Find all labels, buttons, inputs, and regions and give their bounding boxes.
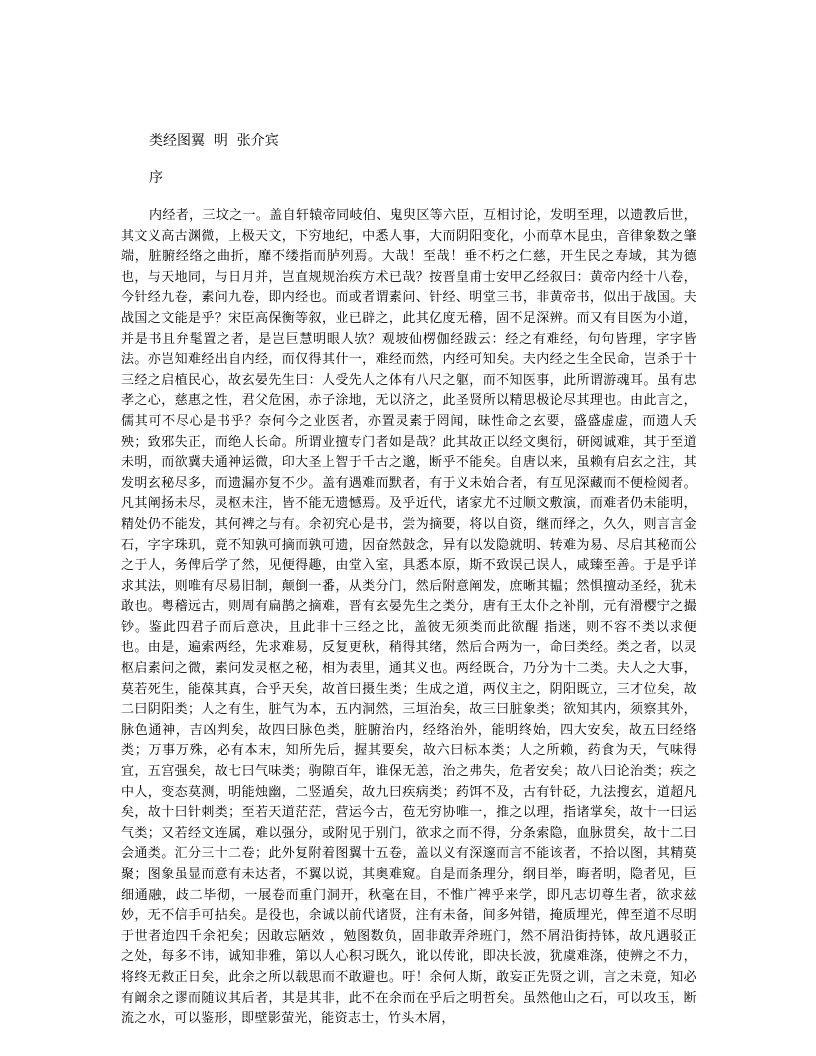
document-title: 类经图翼 明 张介宾	[149, 133, 279, 149]
section-heading-preface: 序	[149, 170, 163, 186]
preface-body-paragraph: 内经者，三坟之一。盖自轩辕帝同岐伯、鬼臾区等六臣，互相讨论，发明至理，以遗教后世，其文义高古渊微，上极天文，下穷地纪，中悉人事，大而阴阳变化，小而草木昆虫，音律象数之肇端，脏腑经络之曲折，靡不缕指而胪列焉。大哉！至哉！垂不朽之仁慈，开生民之寿域，其为德也，与天地同，与日月并，岂直规规治疾方术已哉？按晋皇甫士安甲乙经叙曰：黄帝内经十八卷，今针经九卷，素问九卷，即内经也。而或者谓素问、针经、明堂三书，非黄帝书，似出于战国。夫战国之文能是乎？宋臣高保衡等叙，业已辟之，此其亿度无稽，固不足深辨。而又有目医为小道，并是书且弁髦置之者，是岂巨慧明眼人欤？观坡仙楞伽经跋云：经之有难经，句句皆理，字字皆法。亦岂知难经出自内经，而仅得其什一，难经而然，内经可知矣。夫内经之生全民命，岂杀于十三经之启植民心，故玄晏先生曰：人受先人之体有八尺之躯，而不知医事，此所谓游魂耳。虽有忠孝之心，慈惠之性，君父危困，赤子涂地，无以济之，此圣贤所以精思极论尽其理也。由此言之，儒其可不尽心是书乎？奈何今之业医者，亦置灵素于罔闻，昧性命之玄要，盛盛虚虚，而遗人夭殃；致邪失正，而绝人长命。所谓业擅专门者如是哉？此其故正以经文奥衍，研阅诚难，其于至道未明，而欲冀夫通神运微，印大圣上智于千古之邈，断乎不能矣。自唐以来，虽赖有启玄之注，其发明玄秘尽多，而遗漏亦复不少。盖有遇难而默者，有于义未始合者，有互见深藏而不便检阅者。凡其阐扬未尽，灵枢未注，皆不能无遗憾焉。及乎近代，诸家尤不过顺文敷演，而难者仍未能明，精处仍不能发，其何裨之与有。余初究心是书，尝为摘要，将以自资，继而绎之，久久，则言言金石，字字珠玑，竟不知孰可摘而孰可遗，因奋然鼓念，异有以发隐就明、转难为易、尽启其秘而公之于人，务俾后学了然，见便得趣，由堂入室，具悉本原，斯不致误己误人，咸臻至善。于是乎详求其法，则唯有尽易旧制，颠倒一番，从类分门，然后附意阐发，庶晰其韫；然惧擅动圣经，犹未敢也。粤稽远古，则周有扁鹊之摘难，晋有玄晏先生之类分，唐有王太仆之补削，元有滑樱宁之撮钞。鉴此四君子而后意决，且此非十三经之比，盖彼无须类而此欲醒 指迷，则不容不类以求便也。由是，遍索两经，先求难易，反复更秋，稍得其绪，然后合两为一，命曰类经。类之者，以灵枢启素问之微，素问发灵枢之秘，相为表里，通其义也。两经既合，乃分为十二类。夫人之大事，莫若死生，能葆其真，合乎天矣，故首曰摄生类；生成之道，两仪主之，阴阳既立，三才位矣，故二曰阴阳类；人之有生，脏气为本，五内洞然，三垣治矣，故三曰脏象类；欲知其内，须察其外，脉色通神，吉凶判矣，故四曰脉色类，脏腑治内，经络治外，能明终始，四大安矣，故五曰经络类；万事万殊，必有本末，知所先后，握其要矣，故六曰标本类；人之所赖，药食为天，气味得宜，五宫强矣，故七曰气味类；驹隙百年，谁保无恙，治之弗失，危者安矣；故八曰论治类；疾之中人，变态莫测，明能烛幽，二竖遁矣，故九曰疾病类；药饵不及，古有针砭，九法搜玄，道超凡矣，故十曰针刺类；至若天道茫茫，营运今古，苞无穷协唯一，推之以理，指诸掌矣，故十一曰运气类；又若经文连属，难以强分，或附见于别门，欲求之而不得，分条索隐，血脉贯矣，故十二曰会通类。汇分三十二卷；此外复附着图翼十五卷，盖以义有深邃而言不能该者，不拾以图，其精莫聚；图象虽显而意有未达者，不翼以说，其奥难窥。自是而条理分，纲目举，晦者明，隐者见，巨细通融，歧二毕彻，一展卷而重门洞开，秋毫在目，不惟广裨乎来学，即凡志切尊生者，欲求兹妙，无不信手可拈矣。是役也，余诚以前代诸贤，注有未备，间多舛错，掩质埋光，俾至道不尽明于世者迨四千余祀矣；因敢忘陋效 ，勉图数负，固非敢弄斧班门，然不屑沿街持钵，故凡遇驳正之处，每多不讳，诚知非雅，第以人心积习既久，讹以传讹，即决长波，犹虞难涤，使辨之不力，将终无救正日矣，此余之所以载思而不敢避也。吁！余何人斯，敢妄正先贤之训，言之未竟，知必有阚余之谬而随议其后者，其是其非，此不在余而在乎后之明哲矣。虽然他山之石，可以攻玉，断流之水，可以鉴形，即壁影萤光，能资志士，竹头木屑，	[121, 208, 697, 1027]
